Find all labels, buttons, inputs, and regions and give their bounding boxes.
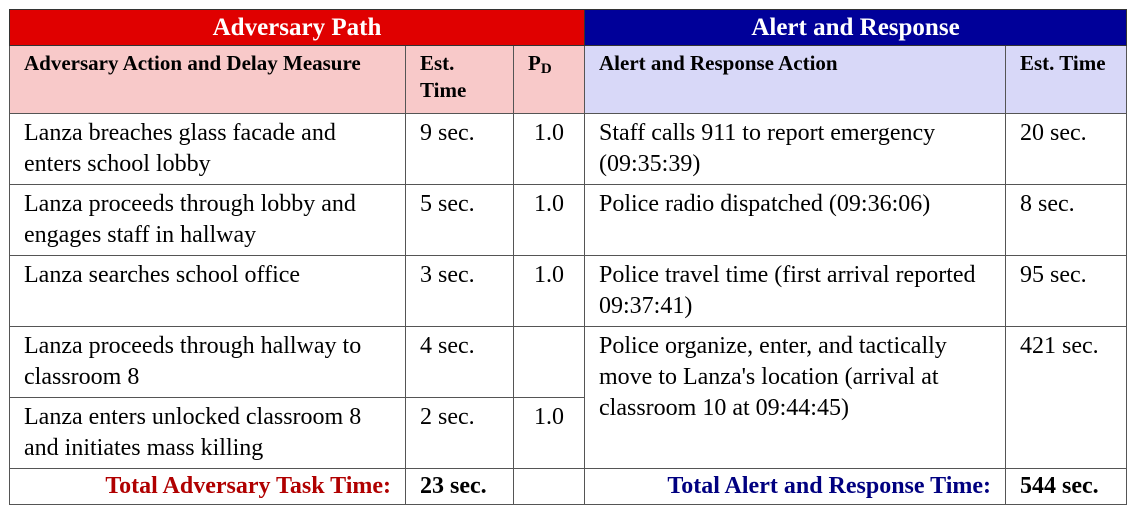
response-total-value: 544 sec. <box>1006 469 1127 505</box>
response-time-header: Est. Time <box>1006 46 1127 114</box>
pd-cell: 1.0 <box>514 256 585 327</box>
alert-response-banner: Alert and Response <box>585 10 1127 46</box>
pd-cell: 1.0 <box>514 185 585 256</box>
pd-header <box>514 46 585 114</box>
table-row <box>10 185 1127 256</box>
pd-cell: 1.0 <box>514 398 585 469</box>
pd-cell <box>514 327 585 398</box>
response-action-cell: Staff calls 911 to report emergency (09:35:39) <box>585 114 1006 185</box>
table-row <box>10 114 1127 185</box>
delay-response-table <box>9 9 1127 505</box>
pd-total-empty <box>514 469 585 505</box>
adversary-action-cell: Lanza enters unlocked classroom 8 and initiates mass killing <box>10 398 406 469</box>
response-time-cell: 8 sec. <box>1006 185 1127 256</box>
adversary-action-cell: Lanza proceeds through lobby and engages staff in hallway <box>10 185 406 256</box>
adversary-action-cell: Lanza searches school office <box>10 256 406 327</box>
totals-row <box>10 469 1127 505</box>
adversary-action-header: Adversary Action and Delay Measure <box>10 46 406 114</box>
table-row <box>10 256 1127 327</box>
adversary-total-label: Total Adversary Task Time: <box>10 469 406 505</box>
adversary-time-cell: 4 sec. <box>406 327 514 398</box>
response-action-cell: Police organize, enter, and tactically move to Lanza's location (arrival at classroom 10 at 09:44:45) <box>585 327 1006 469</box>
adversary-time-cell: 2 sec. <box>406 398 514 469</box>
response-action-cell: Police travel time (first arrival reported 09:37:41) <box>585 256 1006 327</box>
adversary-time-cell: 5 sec. <box>406 185 514 256</box>
pd-subscript: D <box>540 61 552 77</box>
adversary-time-header: Est. Time <box>406 46 514 114</box>
adversary-time-cell: 3 sec. <box>406 256 514 327</box>
response-time-cell: 421 sec. <box>1006 327 1127 469</box>
table-row <box>10 327 1127 398</box>
response-action-cell: Police radio dispatched (09:36:06) <box>585 185 1006 256</box>
response-time-cell: 20 sec. <box>1006 114 1127 185</box>
response-action-header: Alert and Response Action <box>585 46 1006 114</box>
pd-cell: 1.0 <box>514 114 585 185</box>
adversary-action-cell: Lanza proceeds through hallway to classroom 8 <box>10 327 406 398</box>
response-total-label: Total Alert and Response Time: <box>585 469 1006 505</box>
adversary-action-cell: Lanza breaches glass facade and enters school lobby <box>10 114 406 185</box>
pd-main: P <box>528 51 541 75</box>
adversary-time-cell: 9 sec. <box>406 114 514 185</box>
adversary-path-banner: Adversary Path <box>10 10 585 46</box>
adversary-total-value: 23 sec. <box>406 469 514 505</box>
response-time-cell: 95 sec. <box>1006 256 1127 327</box>
